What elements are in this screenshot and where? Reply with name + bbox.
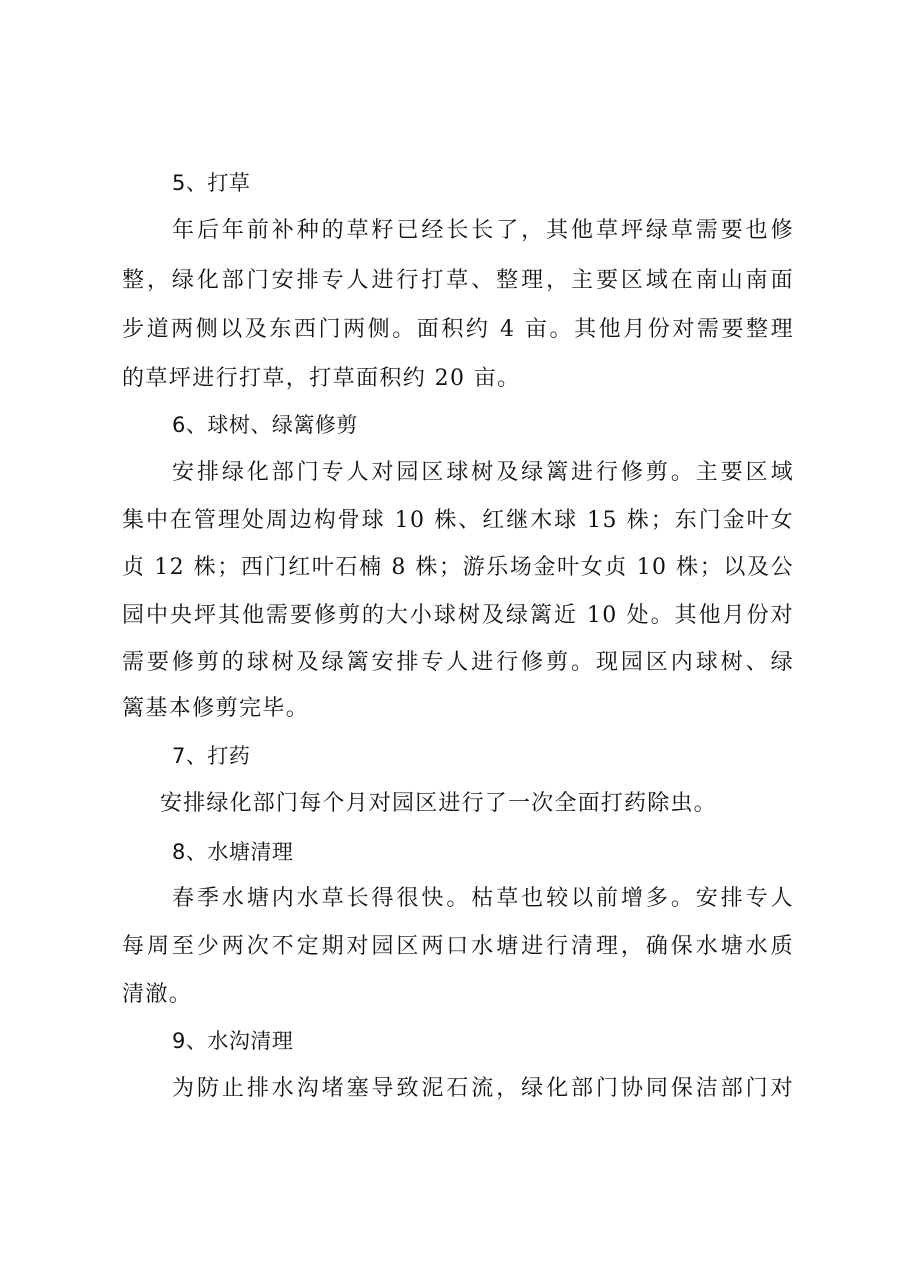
paragraph-line: 集中在管理处周边构骨球 10 株、红继木球 15 株；东门金叶女 [122, 508, 794, 533]
paragraph-line: 年后年前补种的草籽已经长长了，其他草坪绿草需要也修 [172, 218, 794, 243]
paragraph-line: 整，绿化部门安排专人进行打草、整理，主要区域在南山南面 [122, 268, 794, 293]
section-heading: 8、水塘清理 [172, 840, 294, 864]
paragraph-line: 的草坪进行打草，打草面积约 20 亩。 [122, 366, 521, 391]
paragraph-line: 篱基本修剪完毕。 [122, 696, 310, 721]
section-heading: 7、打药 [172, 744, 251, 768]
section-heading: 9、水沟清理 [172, 1029, 294, 1053]
section-heading: 5、打草 [172, 171, 251, 195]
paragraph-line: 园中央坪其他需要修剪的大小球树及绿篱近 10 处。其他月份对 [122, 603, 794, 628]
paragraph-line: 安排绿化部门每个月对园区进行了一次全面打药除虫。 [160, 791, 717, 816]
paragraph-line: 步道两侧以及东西门两侧。面积约 4 亩。其他月份对需要整理 [122, 317, 794, 342]
paragraph-line: 需要修剪的球树及绿篱安排专人进行修剪。现园区内球树、绿 [122, 650, 794, 675]
paragraph-line: 每周至少两次不定期对园区两口水塘进行清理，确保水塘水质 [122, 934, 794, 959]
paragraph-line: 安排绿化部门专人对园区球树及绿篱进行修剪。主要区域 [172, 460, 794, 485]
section-heading: 6、球树、绿篱修剪 [172, 413, 358, 437]
paragraph-line: 春季水塘内水草长得很快。枯草也较以前增多。安排专人 [172, 886, 794, 911]
paragraph-line: 贞 12 株；西门红叶石楠 8 株；游乐场金叶女贞 10 株；以及公 [122, 555, 794, 580]
paragraph-line: 为防止排水沟堵塞导致泥石流，绿化部门协同保洁部门对 [172, 1076, 794, 1101]
paragraph-line: 清澈。 [122, 982, 193, 1007]
